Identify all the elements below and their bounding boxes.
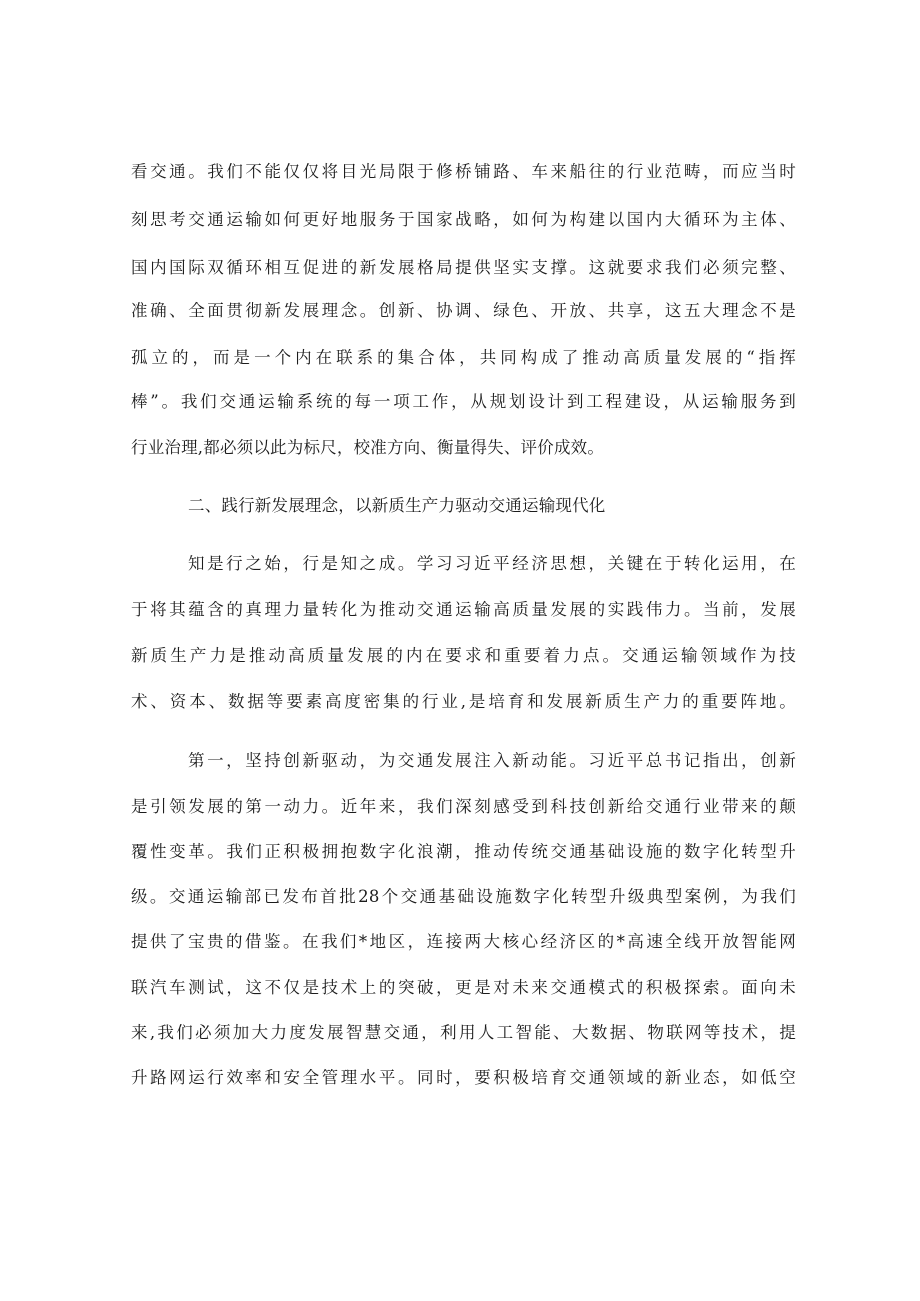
text-line: 棒”。我们交通运输系统的每一项工作，从规划设计到工程建设，从运输服务到 — [131, 392, 796, 411]
text-line: 知是行之始，行是知之成。学习习近平经济思想，关键在于转化运用，在 — [188, 554, 796, 573]
text-line: 准确、全面贯彻新发展理念。创新、协调、绿色、开放、共享，这五大理念不是 — [131, 301, 796, 320]
text-line: 国内国际双循环相互促进的新发展格局提供坚实支撑。这就要求我们必须完整、 — [131, 258, 796, 277]
section-heading: 二、践行新发展理念，以新质生产力驱动交通运输现代化 — [188, 496, 606, 515]
text-line: 新质生产力是推动高质量发展的内在要求和重要着力点。交通运输领域作为技 — [131, 646, 796, 665]
text-line: 升路网运行效率和安全管理水平。同时，要积极培育交通领域的新业态，如低空 — [131, 1068, 796, 1087]
text-line: 提供了宝贵的借鉴。在我们*地区，连接两大核心经济区的*高速全线开放智能网 — [131, 932, 796, 951]
text-line: 第一，坚持创新驱动，为交通发展注入新动能。习近平总书记指出，创新 — [188, 751, 796, 770]
text-line: 级。交通运输部已发布首批28个交通基础设施数字化转型升级典型案例，为我们 — [131, 887, 796, 906]
text-line: 覆性变革。我们正积极拥抱数字化浪潮，推动传统交通基础设施的数字化转型升 — [131, 842, 796, 861]
text-line: 刻思考交通运输如何更好地服务于国家战略，如何为构建以国内大循环为主体、 — [131, 210, 796, 229]
text-line: 行业治理,都必须以此为标尺，校准方向、衡量得失、评价成效。 — [131, 438, 605, 457]
text-line: 是引领发展的第一动力。近年来，我们深刻感受到科技创新给交通行业带来的颠 — [131, 797, 796, 816]
text-line: 看交通。我们不能仅仅将目光局限于修桥铺路、车来船往的行业范畴，而应当时 — [131, 162, 796, 181]
text-line: 孤立的，而是一个内在联系的集合体，共同构成了推动高质量发展的“指挥 — [131, 348, 796, 367]
text-line: 来,我们必须加大力度发展智慧交通，利用人工智能、大数据、物联网等技术，提 — [131, 1023, 796, 1042]
text-line: 联汽车测试，这不仅是技术上的突破，更是对未来交通模式的积极探索。面向未 — [131, 978, 796, 997]
text-line: 于将其蕴含的真理力量转化为推动交通运输高质量发展的实践伟力。当前，发展 — [131, 600, 796, 619]
text-line: 术、资本、数据等要素高度密集的行业,是培育和发展新质生产力的重要阵地。 — [131, 692, 796, 711]
